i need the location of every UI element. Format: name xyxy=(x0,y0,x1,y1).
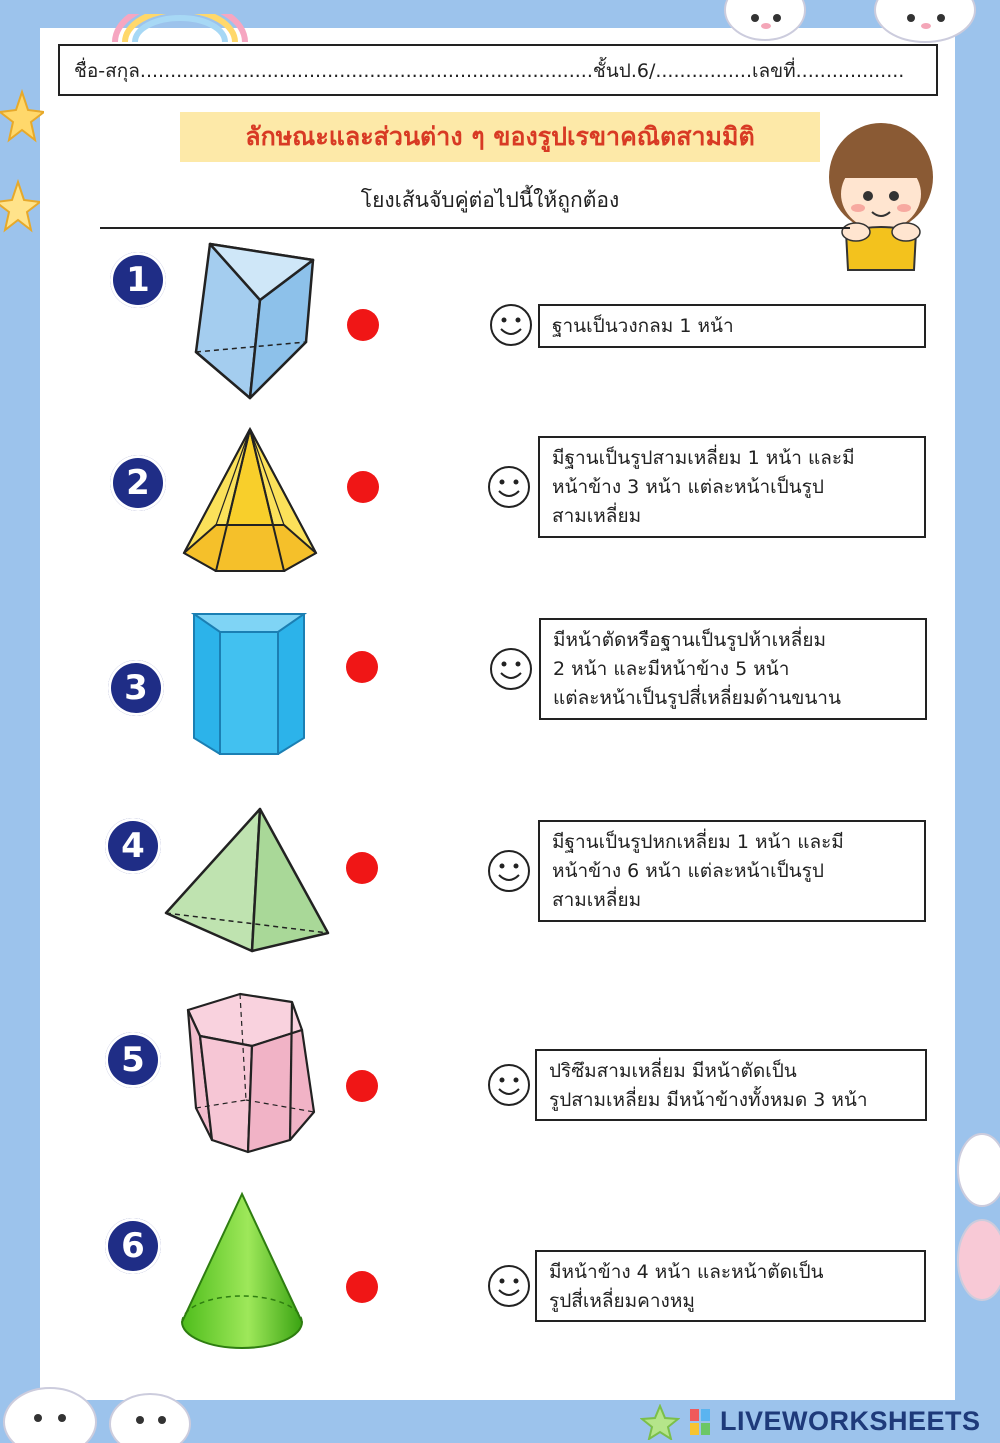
answer-text: ปริซึมสามเหลี่ยม มีหน้าตัดเป็น xyxy=(549,1060,797,1082)
star-logo-icon xyxy=(640,1404,680,1440)
answer-box-6 xyxy=(535,1250,926,1322)
smiley-icon[interactable] xyxy=(487,1063,531,1107)
brand-name: LIVEWORKSHEETS xyxy=(720,1406,981,1436)
answer-box-4 xyxy=(538,820,926,922)
divider xyxy=(100,227,850,229)
item-number-2: 2 xyxy=(110,455,166,511)
answer-box-2 xyxy=(538,436,926,538)
answer-text: หน้าข้าง 6 หน้า แต่ละหน้าเป็นรูป xyxy=(552,860,824,882)
item-number-1: 1 xyxy=(110,252,166,308)
answer-text: 2 หน้า และมีหน้าข้าง 5 หน้า xyxy=(553,658,790,680)
cone-icon xyxy=(178,1190,306,1352)
bunny-decoration-icon xyxy=(715,0,995,44)
smiley-icon[interactable] xyxy=(489,303,533,347)
star-decoration-icon xyxy=(0,88,44,148)
answer-box-3 xyxy=(539,618,927,720)
answer-box-1 xyxy=(538,304,926,348)
answer-text: ฐานเป็นวงกลม 1 หน้า xyxy=(552,315,734,337)
title-banner xyxy=(180,112,820,162)
liveworksheets-logo[interactable] xyxy=(640,1400,1000,1443)
pentagonal-prism-icon xyxy=(190,610,308,758)
connect-dot-6[interactable] xyxy=(346,1271,378,1303)
page-title: ลักษณะและส่วนต่าง ๆ ของรูปเรขาคณิตสามมิติ xyxy=(245,122,755,151)
star-decoration-icon xyxy=(0,178,40,238)
answer-text: แต่ละหน้าเป็นรูปสี่เหลี่ยมด้านขนาน xyxy=(553,687,841,709)
connect-dot-4[interactable] xyxy=(346,852,378,884)
answer-text: สามเหลี่ยม xyxy=(552,505,642,527)
instruction-text: โยงเส้นจับคู่ต่อไปนี้ให้ถูกต้อง xyxy=(360,188,620,212)
answer-text: มีฐานเป็นรูปสามเหลี่ยม 1 หน้า และมี xyxy=(552,447,855,469)
smiley-icon[interactable] xyxy=(487,1264,531,1308)
connect-dot-5[interactable] xyxy=(346,1070,378,1102)
live-badge-icon xyxy=(688,1407,712,1437)
triangular-pyramid-icon xyxy=(162,805,332,955)
smiley-icon[interactable] xyxy=(487,465,531,509)
answer-text: สามเหลี่ยม xyxy=(552,889,642,911)
answer-text: มีหน้าตัดหรือฐานเป็นรูปห้าเหลี่ยม xyxy=(553,629,826,651)
connect-dot-1[interactable] xyxy=(347,309,379,341)
triangular-prism-icon xyxy=(188,240,323,402)
hexagonal-prism-icon xyxy=(182,990,322,1156)
smiley-icon[interactable] xyxy=(487,849,531,893)
connect-dot-2[interactable] xyxy=(347,471,379,503)
item-number-5: 5 xyxy=(105,1032,161,1088)
connect-dot-3[interactable] xyxy=(346,651,378,683)
item-number-6: 6 xyxy=(105,1218,161,1274)
item-number-3: 3 xyxy=(108,660,164,716)
answer-text: หน้าข้าง 3 หน้า แต่ละหน้าเป็นรูป xyxy=(552,476,824,498)
answer-box-5 xyxy=(535,1049,927,1121)
answer-text: มีหน้าข้าง 4 หน้า และหน้าตัดเป็น xyxy=(549,1261,824,1283)
bunny-decoration-icon xyxy=(0,1372,200,1443)
answer-text: มีฐานเป็นรูปหกเหลี่ยม 1 หน้า และมี xyxy=(552,831,844,853)
student-info-line[interactable]: ชื่อ-สกุล...........................................................................ชั้นป.6/................เลขที่.................. xyxy=(58,44,938,96)
rainbow-decoration-icon xyxy=(110,14,250,42)
answer-text: รูปสามเหลี่ยม มีหน้าข้างทั้งหมด 3 หน้า xyxy=(549,1089,868,1111)
hexagonal-pyramid-icon xyxy=(184,429,316,571)
item-number-4: 4 xyxy=(105,818,161,874)
smiley-icon[interactable] xyxy=(489,647,533,691)
answer-text: รูปสี่เหลี่ยมคางหมู xyxy=(549,1290,695,1312)
bunny-decoration-icon xyxy=(952,1130,1000,1310)
